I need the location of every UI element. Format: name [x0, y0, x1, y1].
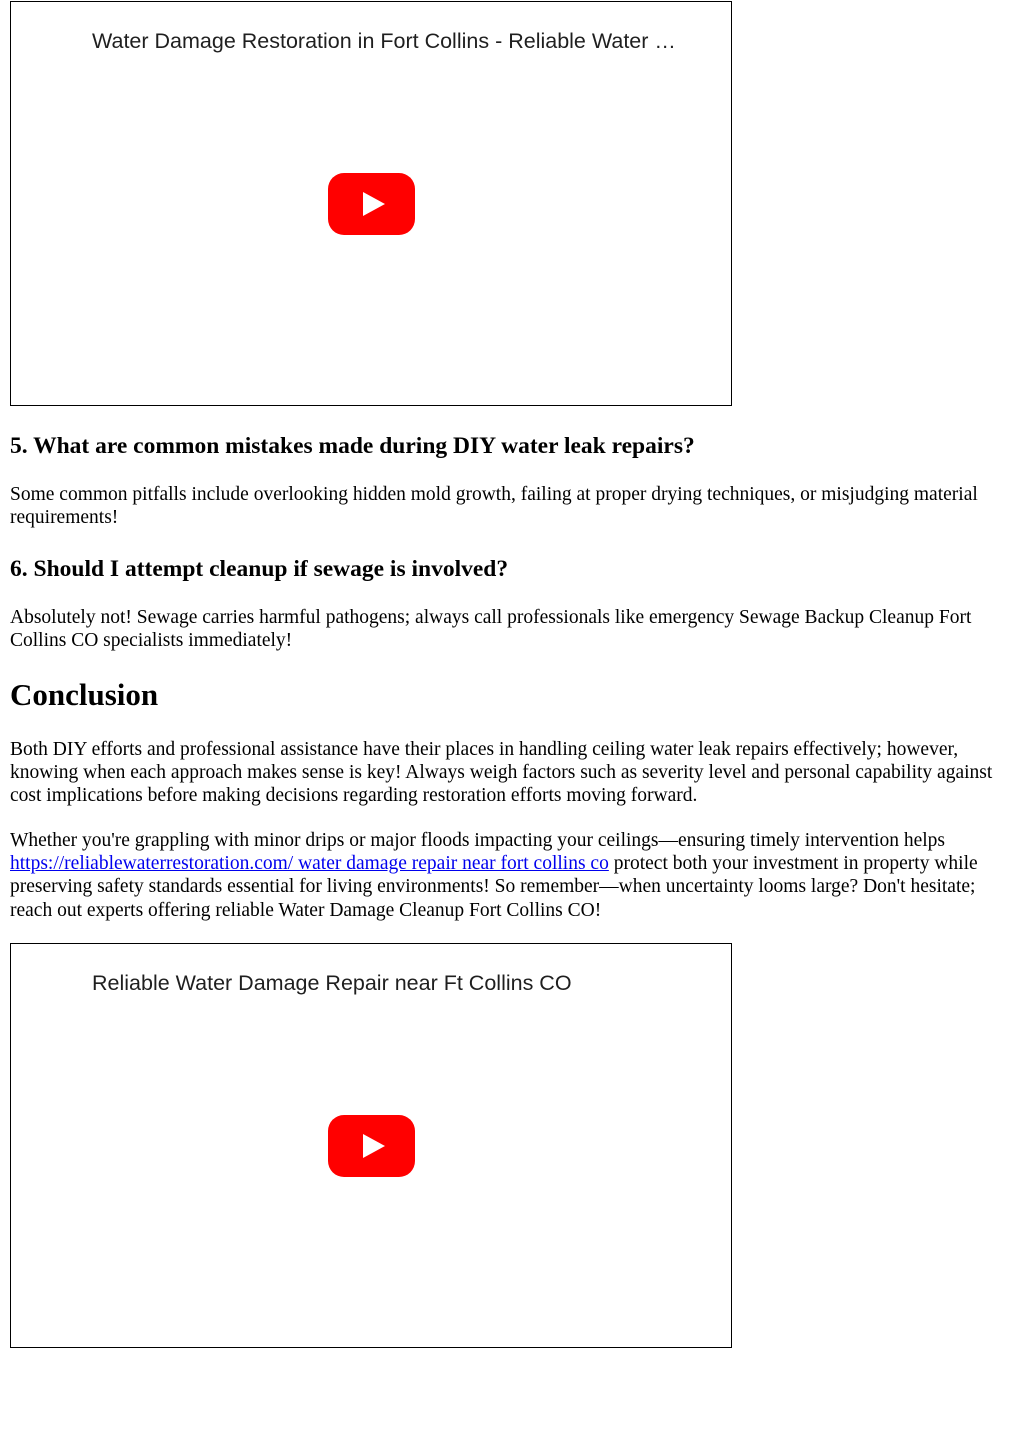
conclusion-heading: Conclusion [10, 677, 159, 712]
youtube-play-icon[interactable] [328, 1115, 415, 1177]
video-embed-1[interactable] [10, 1, 732, 406]
youtube-play-icon[interactable] [328, 173, 415, 235]
paragraph-text-after-link: protect both your investment in property while preserving safety standards essential for living environments! So remember—when uncertainty looms large? Don't hesitate; reach out experts offering reliable Water Damage Cleanup Fort Collins CO! [10, 853, 978, 921]
conclusion-paragraph-2 [10, 829, 1018, 922]
video-title[interactable]: Reliable Water Damage Repair near Ft Collins CO [92, 971, 572, 995]
conclusion-paragraph-1: Both DIY efforts and professional assistance have their places in handling ceiling water leak repairs effectively; however, knowing when each approach makes sense is key! Always weigh factors such as severity level and personal capability against cost implications before making decisions regarding restoration efforts moving forward. [10, 739, 993, 807]
faq-answer-6: Absolutely not! Sewage carries harmful pathogens; always call professionals like emergency Sewage Backup Cleanup Fort Collins CO specialists immediately! [10, 607, 972, 652]
restoration-link[interactable]: https://reliablewaterrestoration.com/ water damage repair near fort collins co [10, 853, 609, 875]
video-title[interactable]: Water Damage Restoration in Fort Collins - Reliable Water … [92, 29, 676, 53]
faq-question-5: 5. What are common mistakes made during DIY water leak repairs? [10, 433, 695, 459]
paragraph-text-before-link: Whether you're grappling with minor drips or major floods impacting your ceilings—ensuring timely intervention helps [10, 830, 945, 851]
faq-question-6: 6. Should I attempt cleanup if sewage is involved? [10, 556, 509, 582]
faq-answer-5: Some common pitfalls include overlooking hidden mold growth, failing at proper drying techniques, or misjudging material requirements! [10, 484, 978, 529]
video-embed-2[interactable] [10, 943, 732, 1348]
